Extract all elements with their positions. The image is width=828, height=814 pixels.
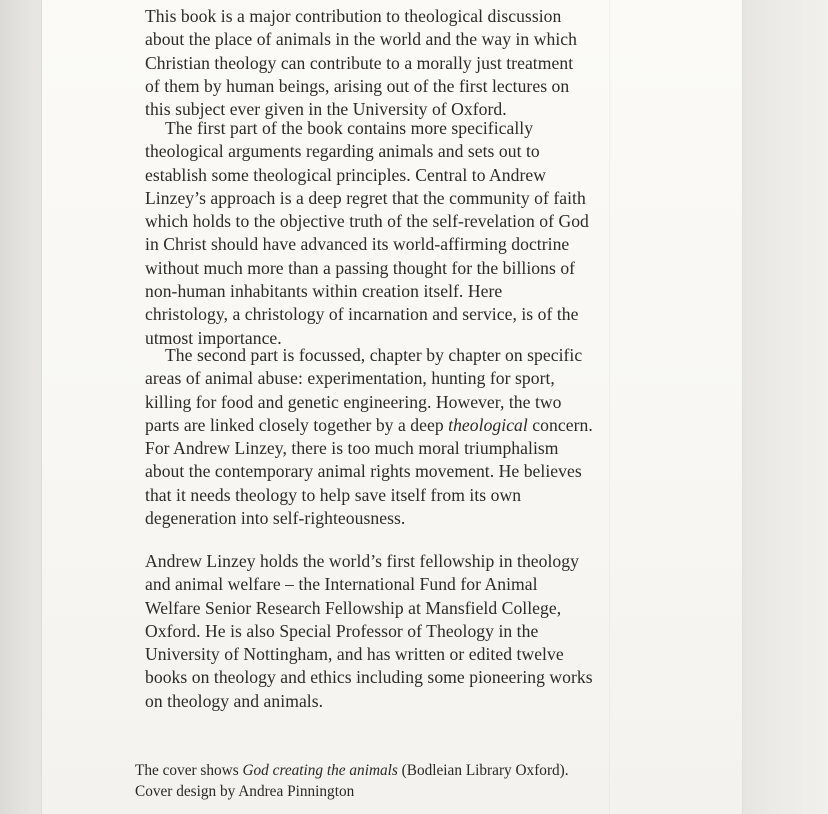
text-line: and animal welfare – the International Fund for Animal bbox=[145, 574, 538, 595]
text-line: University of Nottingham, and has written or edited twelve bbox=[145, 644, 564, 665]
text-fragment: The cover shows bbox=[135, 762, 243, 779]
text-fragment: concern. bbox=[527, 414, 593, 435]
blurb-paragraph-1 bbox=[145, 5, 577, 121]
cover-design-credit: Cover design by Andrea Pinnington bbox=[135, 783, 355, 800]
text-line: theological arguments regarding animals and sets out to bbox=[145, 141, 540, 162]
text-line: of them by human beings, arising out of the first lectures on bbox=[145, 75, 570, 96]
text-line: about the contemporary animal rights movement. He believes bbox=[145, 461, 582, 482]
text-line: degeneration into self-righteousness. bbox=[145, 508, 406, 529]
text-line: establish some theological principles. Central to Andrew bbox=[145, 164, 547, 185]
cover-artwork-title: God creating the animals bbox=[242, 762, 398, 779]
text-fragment: (Bodleian Library Oxford). bbox=[397, 762, 569, 779]
jacket-fold-line bbox=[609, 0, 611, 814]
text-line: This book is a major contribution to theological discussion bbox=[145, 6, 562, 26]
text-line: in Christ should have advanced its world-affirming doctrine bbox=[145, 234, 570, 255]
text-line: about the place of animals in the world and the way in which bbox=[145, 29, 577, 50]
text-line: Welfare Senior Research Fellowship at Mansfield College, bbox=[145, 597, 562, 618]
text-line: Oxford. He is also Special Professor of Theology in the bbox=[145, 620, 539, 641]
text-line: Andrew Linzey holds the world’s first fellowship in theology bbox=[145, 551, 579, 571]
cover-image-credit bbox=[135, 760, 735, 781]
text-line-with-italic bbox=[145, 414, 593, 437]
text-line: areas of animal abuse: experimentation, hunting for sport, bbox=[145, 368, 555, 389]
text-line: utmost importance. bbox=[145, 327, 282, 348]
text-line: books on theology and ethics including some pioneering works bbox=[145, 667, 593, 688]
italic-word: theological bbox=[448, 414, 528, 435]
blurb-paragraph-2 bbox=[145, 117, 589, 350]
text-line: killing for food and genetic engineering. However, the two bbox=[145, 391, 562, 412]
text-line: without much more than a passing thought for the billions of bbox=[145, 257, 576, 278]
text-line: Linzey’s approach is a deep regret that the community of faith bbox=[145, 187, 586, 208]
text-line: The second part is focussed, chapter by chapter on specific bbox=[165, 345, 583, 365]
author-bio bbox=[145, 550, 593, 713]
text-fragment: parts are linked closely together by a deep bbox=[145, 414, 449, 435]
text-line: which holds to the objective truth of the self-revelation of God bbox=[145, 211, 589, 232]
text-line: this subject ever given in the University of Oxford. bbox=[145, 99, 507, 120]
jacket-flap bbox=[742, 0, 828, 814]
text-line: Christian theology can contribute to a morally just treatment bbox=[145, 52, 574, 73]
text-line: that it needs theology to help save itself from its own bbox=[145, 484, 522, 505]
text-line: The first part of the book contains more specifically bbox=[165, 118, 534, 138]
text-line: on theology and animals. bbox=[145, 690, 324, 711]
text-line: christology, a christology of incarnation and service, is of the bbox=[145, 304, 579, 325]
text-line: For Andrew Linzey, there is too much moral triumphalism bbox=[145, 438, 559, 459]
blurb-paragraph-3 bbox=[145, 344, 593, 530]
text-line: non-human inhabitants within creation itself. Here bbox=[145, 281, 503, 302]
cover-credits bbox=[135, 760, 735, 802]
